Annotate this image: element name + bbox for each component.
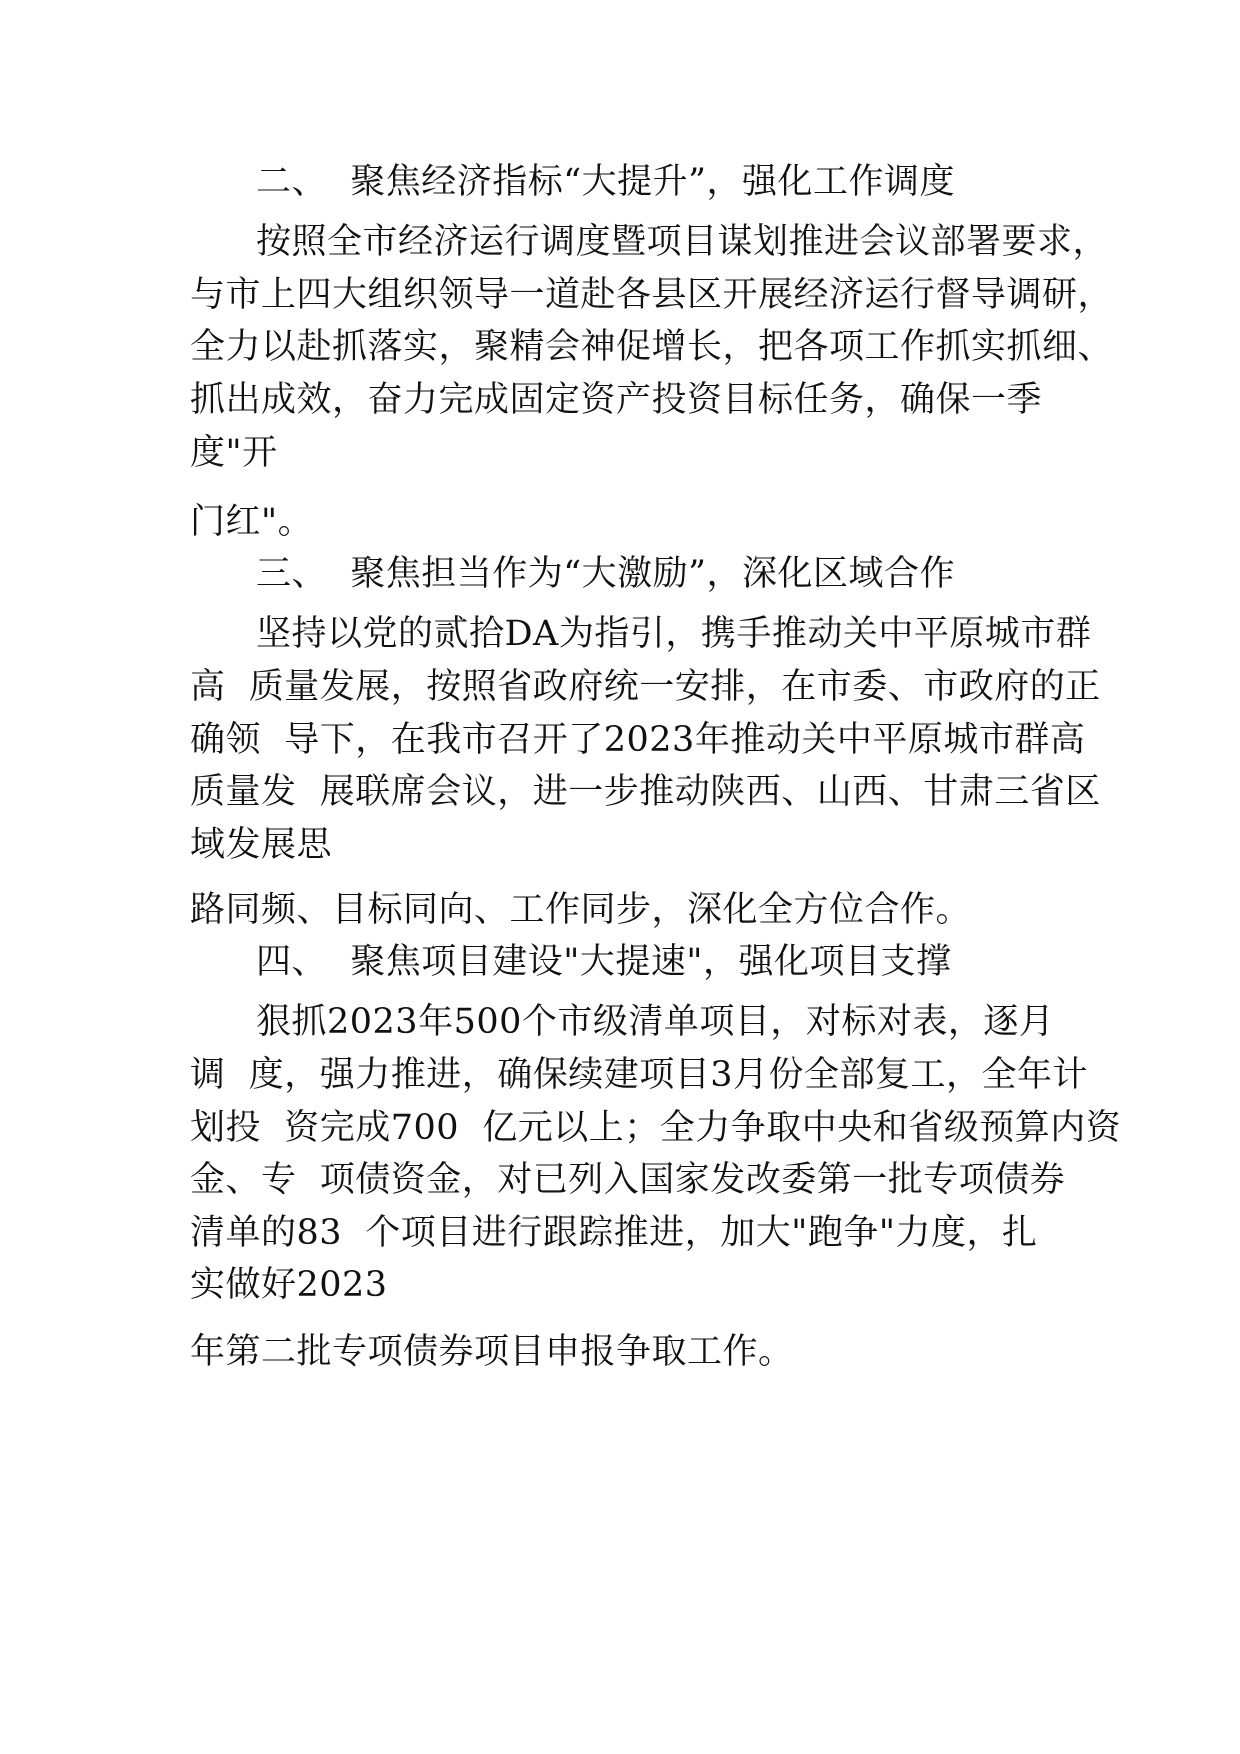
- heading-2: 二、 聚焦经济指标“大提升”，强化工作调度: [256, 162, 956, 202]
- paragraph-3-line-4: 金、专 项债资金，对已列入国家发改委第一批专项债券: [190, 1160, 1066, 1200]
- paragraph-2-line-3: 确领 导下，在我市召开了2023年推动关中平原城市群高: [190, 720, 1086, 760]
- paragraph-3-line-7: 年第二批专项债券项目申报争取工作。: [190, 1332, 794, 1372]
- paragraph-2-line-6: 路同频、目标同向、工作同步，深化全方位合作。: [190, 890, 972, 930]
- paragraph-3-line-5: 清单的83 个项目进行跟踪推进，加大"跑争"力度，扎: [190, 1213, 1038, 1253]
- paragraph-1-line-6: 门红"。: [190, 502, 314, 542]
- paragraph-2-line-2: 高 质量发展，按照省政府统一安排，在市委、市政府的正: [190, 667, 1101, 707]
- paragraph-3-line-1: 狠抓2023年500个市级清单项目，对标对表，逐月: [256, 1002, 1055, 1042]
- paragraph-1-line-3: 全力以赴抓落实，聚精会神促增长，把各项工作抓实抓细、: [190, 327, 1114, 367]
- paragraph-3-line-3: 划投 资完成700 亿元以上；全力争取中央和省级预算内资: [190, 1108, 1122, 1148]
- paragraph-3-line-2: 调 度，强力推进，确保续建项目3月份全部复工，全年计: [190, 1055, 1089, 1095]
- paragraph-3-line-6: 实做好2023: [190, 1265, 388, 1305]
- heading-3: 三、 聚焦担当作为“大激励”，深化区域合作: [256, 554, 956, 594]
- paragraph-1-line-4: 抓出成效，奋力完成固定资产投资目标任务，确保一季: [190, 380, 1043, 420]
- paragraph-1-line-2: 与市上四大组织领导一道赴各县区开展经济运行督导调研，: [190, 275, 1114, 315]
- paragraph-2-line-5: 域发展思: [190, 825, 333, 865]
- paragraph-2-line-1: 坚持以党的贰拾DA为指引，携手推动关中平原城市群: [256, 614, 1092, 654]
- paragraph-1-line-1: 按照全市经济运行调度暨项目谋划推进会议部署要求，: [256, 222, 1109, 262]
- paragraph-1-line-5: 度"开: [190, 433, 278, 473]
- paragraph-2-line-4: 质量发 展联席会议，进一步推动陕西、山西、甘肃三省区: [190, 772, 1101, 812]
- heading-4: 四、 聚焦项目建设"大提速"，强化项目支撑: [256, 942, 952, 982]
